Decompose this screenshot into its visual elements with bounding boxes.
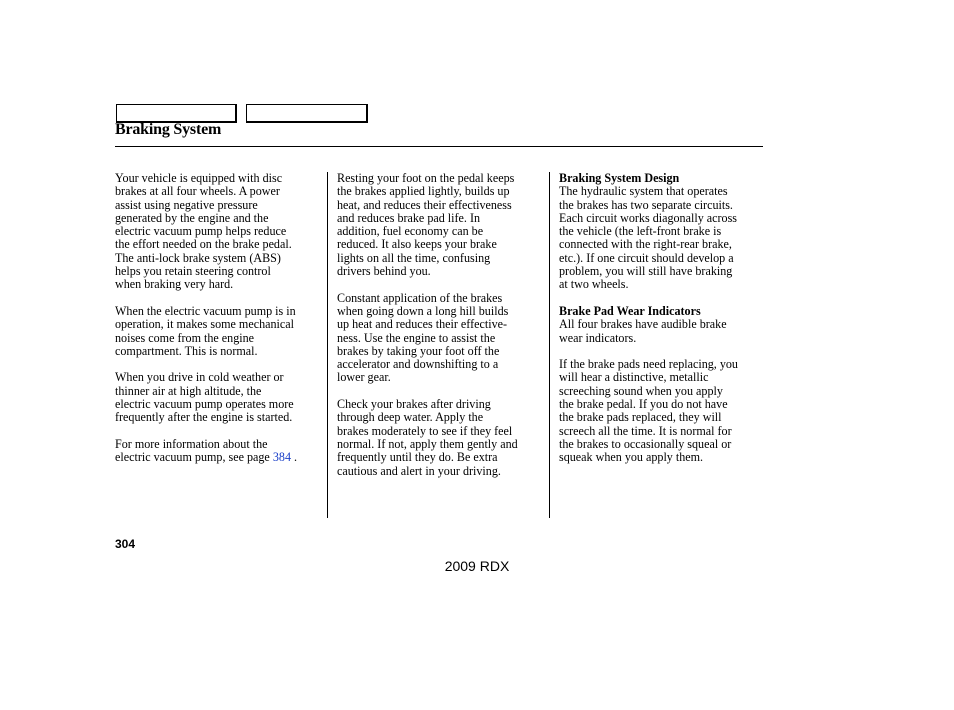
text-line: the brake pads replaced, they will	[559, 410, 722, 425]
text-line: If the brake pads need replacing, you	[559, 357, 738, 372]
text-line: When the electric vacuum pump is in	[115, 303, 296, 318]
text-line: electric vacuum pump operates more	[115, 397, 294, 412]
column-2	[337, 172, 543, 491]
text-line: frequently after the engine is started.	[115, 410, 293, 425]
nav-button-next[interactable]	[246, 104, 368, 123]
text-line: compartment. This is normal.	[115, 343, 258, 358]
text-line: Each circuit works diagonally across	[559, 210, 737, 225]
text-line: etc.). If one circuit should develop a	[559, 250, 734, 265]
page-link-384[interactable]: 384	[272, 450, 291, 465]
text-line: the brakes to occasionally squeal or	[559, 436, 732, 451]
text-line: at two wheels.	[559, 277, 629, 292]
column-divider	[549, 172, 550, 518]
footer-model: 2009 RDX	[444, 558, 510, 574]
text-line: All four brakes have audible brake	[559, 317, 727, 332]
paragraph	[115, 305, 323, 358]
text-line: ness. Use the engine to assist the	[337, 330, 496, 345]
text-line: brakes moderately to see if they feel	[337, 423, 513, 438]
text-line: brakes at all four wheels. A power	[115, 184, 280, 199]
text-line: the vehicle (the left-front brake is	[559, 224, 722, 239]
text-line: lights on all the time, confusing	[337, 250, 491, 265]
text-line: addition, fuel economy can be	[337, 224, 484, 239]
paragraph	[115, 438, 323, 465]
text-fragment: electric vacuum pump, see page	[115, 450, 270, 465]
text-line: the effort needed on the brake pedal.	[115, 237, 292, 252]
text-line: electric vacuum pump helps reduce	[115, 224, 287, 239]
text-line: up heat and reduces their effective-	[337, 317, 508, 332]
text-line: For more information about the	[115, 436, 268, 451]
text-line: operation, it makes some mechanical	[115, 317, 294, 332]
text-line: wear indicators.	[559, 330, 637, 345]
text-line: The hydraulic system that operates	[559, 184, 728, 199]
text-line: Your vehicle is equipped with disc	[115, 171, 283, 185]
text-line	[115, 451, 323, 464]
paragraph	[337, 292, 543, 385]
text-line: When you drive in cold weather or	[115, 370, 284, 385]
text-line: will hear a distinctive, metallic	[559, 370, 709, 385]
paragraph-body	[559, 185, 765, 291]
text-line: lower gear.	[337, 370, 391, 385]
text-line: Resting your foot on the pedal keeps	[337, 171, 515, 185]
text-line: thinner air at high altitude, the	[115, 383, 262, 398]
paragraph-body	[559, 318, 765, 345]
page-number: 304	[115, 537, 136, 551]
text-line: when going down a long hill builds	[337, 303, 509, 318]
text-line: cautious and alert in your driving.	[337, 463, 501, 478]
text-line: screeching sound when you apply	[559, 383, 723, 398]
text-line: connected with the right-rear brake,	[559, 237, 732, 252]
text-line: Check your brakes after driving	[337, 397, 491, 412]
section-braking-system-design	[559, 172, 765, 292]
text-line: accelerator and downshifting to a	[337, 357, 499, 372]
text-line: helps you retain steering control	[115, 264, 271, 279]
title-rule	[115, 146, 763, 147]
paragraph	[337, 172, 543, 278]
text-line: heat, and reduces their effectiveness	[337, 197, 512, 212]
text-line: the brake pedal. If you do not have	[559, 397, 728, 412]
text-line: normal. If not, apply them gently and	[337, 436, 518, 451]
paragraph	[115, 172, 323, 292]
column-1	[115, 172, 323, 478]
text-line: The anti-lock brake system (ABS)	[115, 250, 281, 265]
text-fragment: .	[294, 450, 298, 465]
column-divider	[327, 172, 328, 518]
text-line: noises come from the engine	[115, 330, 255, 345]
text-line: brakes by taking your foot off the	[337, 343, 500, 358]
column-3	[559, 172, 765, 478]
text-line: problem, you will still have braking	[559, 264, 733, 279]
text-line: the brakes has two separate circuits.	[559, 197, 733, 212]
text-line: squeak when you apply them.	[559, 450, 704, 465]
section-heading: Braking System Design	[559, 171, 680, 185]
text-line: through deep water. Apply the	[337, 410, 484, 425]
paragraph	[337, 398, 543, 478]
paragraph	[115, 371, 323, 424]
text-line: and reduces brake pad life. In	[337, 210, 481, 225]
text-line: drivers behind you.	[337, 264, 431, 279]
page-title: Braking System	[115, 121, 222, 138]
text-line: when braking very hard.	[115, 277, 234, 292]
text-line: the brakes applied lightly, builds up	[337, 184, 510, 199]
text-line: Constant application of the brakes	[337, 290, 503, 305]
text-line: reduced. It also keeps your brake	[337, 237, 497, 252]
text-line: screech all the time. It is normal for	[559, 423, 732, 438]
section-heading: Brake Pad Wear Indicators	[559, 303, 701, 318]
text-line: frequently until they do. Be extra	[337, 450, 498, 465]
text-line: assist using negative pressure	[115, 197, 258, 212]
paragraph	[559, 358, 765, 464]
section-brake-pad-wear-indicators	[559, 305, 765, 345]
text-line: generated by the engine and the	[115, 210, 269, 225]
